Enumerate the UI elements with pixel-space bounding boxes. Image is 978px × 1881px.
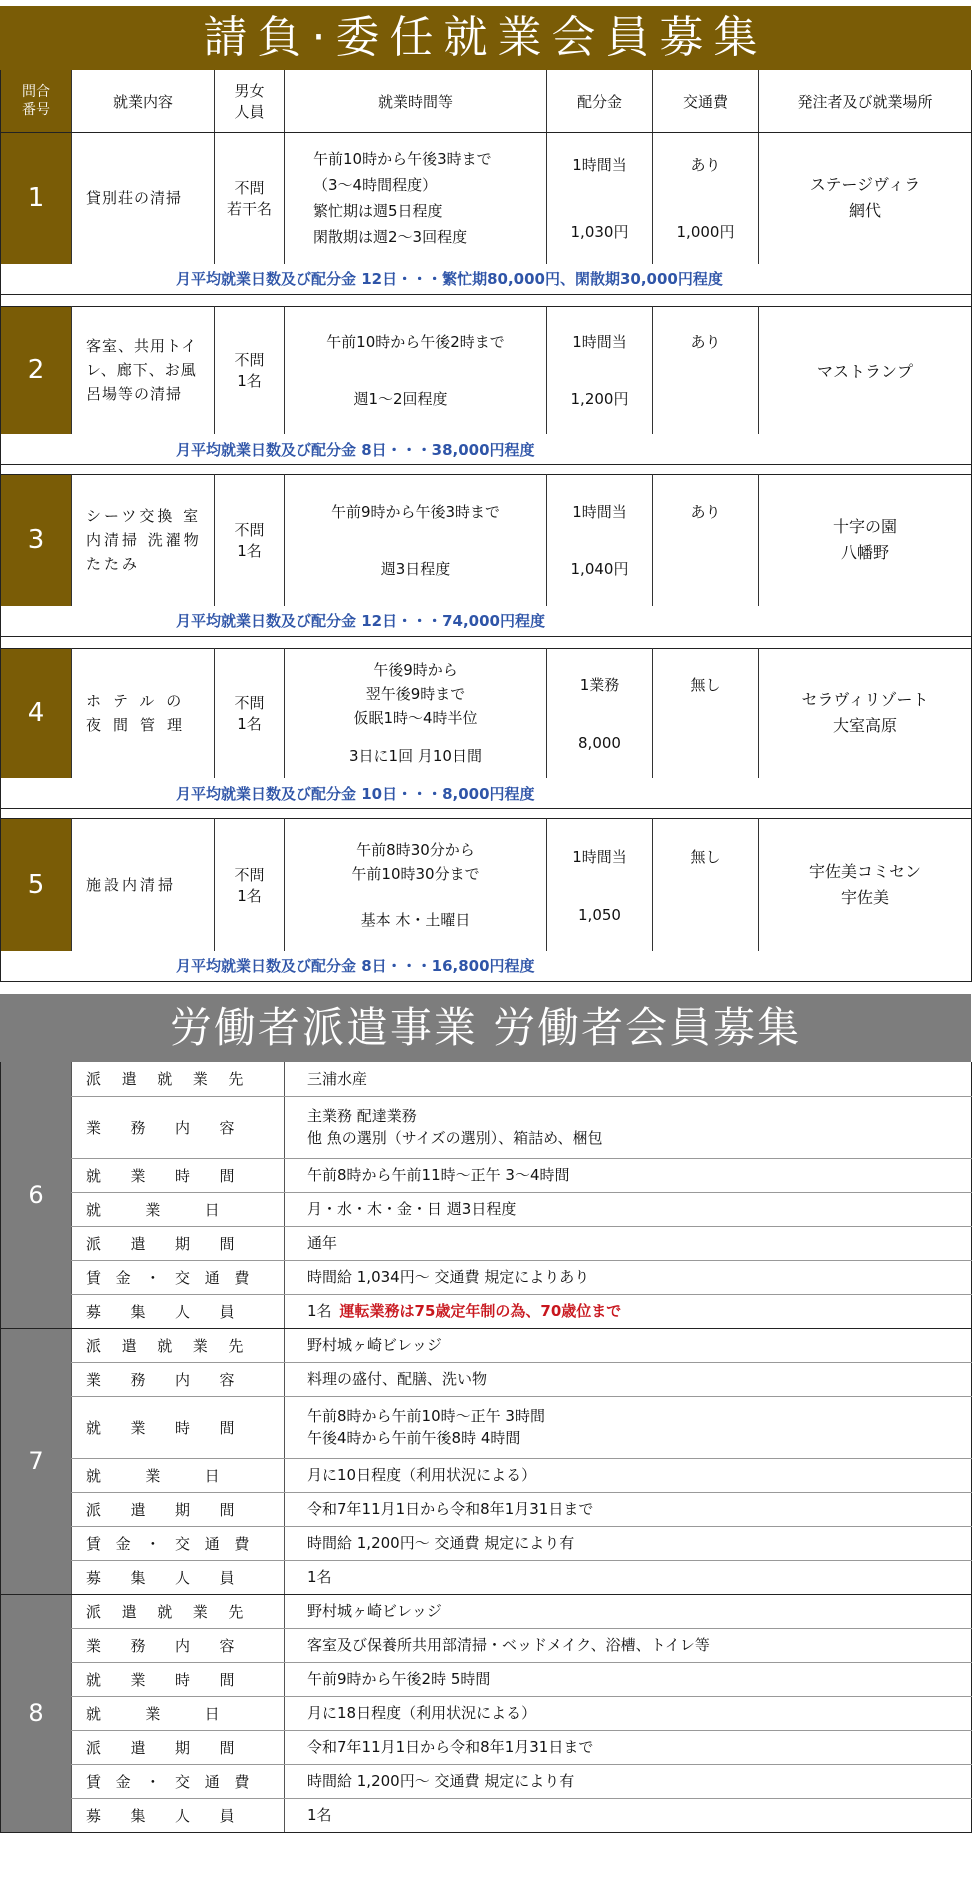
field-label [72, 1062, 285, 1096]
field-label-text [86, 1117, 264, 1138]
row-number: 1 [1, 133, 72, 264]
label-char: 員 [219, 1302, 235, 1321]
field-value [285, 1396, 972, 1458]
label-char: 員 [219, 1568, 235, 1587]
table-row [1, 1730, 972, 1764]
pay: 1業務 8,000 [547, 648, 653, 778]
work-hours: 午前10時から午後3時まで （3～4時間程度） 繁忙期は週5日程度 閑散期は週2～3回程度 [285, 133, 547, 264]
label-char: 遣 [121, 1070, 137, 1089]
table-row [1, 1396, 972, 1458]
field-label [72, 1560, 285, 1594]
label-char: 金 [115, 1772, 131, 1791]
label-char: 賃 [86, 1772, 102, 1791]
field-value [285, 1294, 972, 1328]
job-description: 施設内清掃 [72, 819, 215, 951]
job-description: 貸別荘の清掃 [72, 133, 215, 264]
table-row [1, 1662, 972, 1696]
label-char: 業 [86, 1118, 102, 1137]
label-char: 就 [86, 1418, 102, 1437]
label-char: 通 [204, 1534, 220, 1553]
label-char: 募 [86, 1302, 102, 1321]
table-row [1, 1260, 972, 1294]
label-char: 時 [175, 1166, 191, 1185]
field-value [285, 1158, 972, 1192]
table-row [1, 1594, 972, 1628]
label-char: 間 [219, 1418, 235, 1437]
label-char: 交 [175, 1534, 191, 1553]
place: ステージヴィラ 網代 [759, 133, 972, 264]
group-number: 8 [1, 1594, 72, 1832]
label-char: 集 [130, 1568, 146, 1587]
header-number: 問合 番号 [1, 70, 72, 133]
summary-row: 月平均就業日数及び配分金 8日・・・38,000円程度 [1, 434, 972, 465]
place: 宇佐美コミセン 宇佐美 [759, 819, 972, 951]
table-row [1, 1226, 972, 1260]
row-number: 3 [1, 475, 72, 606]
label-char: 派 [86, 1336, 102, 1355]
field-label [72, 1696, 285, 1730]
table-row [1, 1158, 972, 1192]
field-value [285, 1560, 972, 1594]
label-char: 集 [130, 1806, 146, 1825]
label-char: 派 [86, 1234, 102, 1253]
label-char: 時 [175, 1670, 191, 1689]
job-description: シーツ交換 室内清掃 洗濯物たたみ [72, 475, 215, 606]
field-label [72, 1192, 285, 1226]
table-row [1, 1328, 972, 1362]
label-char: 業 [192, 1602, 208, 1621]
label-char: 業 [192, 1070, 208, 1089]
value-line: 1名 [307, 1568, 332, 1586]
label-char: 募 [86, 1806, 102, 1825]
field-value [285, 1096, 972, 1158]
value-line: 午後4時から午前午後8時 4時間 [307, 1429, 521, 1447]
header-transport: 交通費 [653, 70, 759, 133]
field-label-text [86, 1499, 264, 1520]
field-label-text [86, 1233, 264, 1254]
label-char: 業 [145, 1704, 161, 1723]
place: セラヴィリゾート 大室高原 [759, 648, 972, 778]
header-hours: 就業時間等 [285, 70, 547, 133]
table-row [1, 819, 972, 951]
staff-count: 不問 若干名 [215, 133, 285, 264]
label-char: 就 [157, 1336, 173, 1355]
value-line: 月に10日程度（利用状況による） [307, 1466, 537, 1484]
label-char: 容 [219, 1636, 235, 1655]
label-char: ・ [145, 1268, 161, 1287]
label-char: 賃 [86, 1534, 102, 1553]
table-row [1, 1458, 972, 1492]
value-line: 時間給 1,200円～ 交通費 規定により有 [307, 1772, 575, 1790]
field-value [285, 1062, 972, 1096]
field-label [72, 1362, 285, 1396]
label-char: 就 [86, 1670, 102, 1689]
transport: あり [653, 306, 759, 434]
field-label-text [86, 1465, 264, 1486]
row-number: 4 [1, 648, 72, 778]
label-char: 期 [175, 1500, 191, 1519]
field-label [72, 1396, 285, 1458]
field-value [285, 1798, 972, 1832]
summary-row: 月平均就業日数及び配分金 10日・・・8,000円程度 [1, 778, 972, 809]
label-char: 募 [86, 1568, 102, 1587]
section1-title: 請負·委任就業会員募集 [0, 6, 971, 70]
field-value [285, 1662, 972, 1696]
value-line: 野村城ヶ崎ビレッジ [307, 1336, 442, 1354]
table-row [1, 1628, 972, 1662]
label-char: 就 [86, 1704, 102, 1723]
label-char: 賃 [86, 1268, 102, 1287]
field-label-text [86, 1199, 264, 1220]
label-char: 業 [86, 1370, 102, 1389]
label-char: 費 [234, 1268, 250, 1287]
field-label [72, 1662, 285, 1696]
place: 十字の園 八幡野 [759, 475, 972, 606]
field-label-text [86, 1635, 264, 1656]
field-label-text [86, 1771, 264, 1792]
summary-row: 月平均就業日数及び配分金 12日・・・繁忙期80,000円、閑散期30,000円程度 [1, 264, 972, 295]
value-line: 令和7年11月1日から令和8年1月31日まで [307, 1500, 594, 1518]
field-label-text [86, 1737, 264, 1758]
field-label-text [86, 1417, 264, 1438]
label-char: 遣 [130, 1234, 146, 1253]
label-char: 業 [130, 1670, 146, 1689]
field-label-text [86, 1068, 264, 1089]
label-char: 人 [175, 1806, 191, 1825]
table-row [1, 133, 972, 264]
job-description: ホテルの夜間管理 [72, 648, 215, 778]
table-row [1, 648, 972, 778]
header-staff: 男女 人員 [215, 70, 285, 133]
value-line: 料理の盛付、配膳、洗い物 [307, 1370, 488, 1388]
field-label-text [86, 1267, 264, 1288]
label-char: 金 [115, 1268, 131, 1287]
field-label [72, 1158, 285, 1192]
label-char: 業 [130, 1418, 146, 1437]
staff-count: 不問 1名 [215, 475, 285, 606]
field-value [285, 1594, 972, 1628]
value-line: 午前9時から午後2時 5時間 [307, 1670, 491, 1688]
field-label [72, 1328, 285, 1362]
label-char: 期 [175, 1738, 191, 1757]
label-char: 就 [86, 1166, 102, 1185]
label-char: 先 [228, 1602, 244, 1621]
label-char: ・ [145, 1772, 161, 1791]
table-row [1, 1560, 972, 1594]
contract-recruitment-section [0, 6, 971, 982]
label-char: 間 [219, 1500, 235, 1519]
group-number: 7 [1, 1328, 72, 1594]
field-value [285, 1730, 972, 1764]
header-place: 発注者及び就業場所 [759, 70, 972, 133]
label-char: 務 [130, 1636, 146, 1655]
label-char: 業 [130, 1166, 146, 1185]
field-label [72, 1594, 285, 1628]
label-char: 通 [204, 1772, 220, 1791]
staff-count: 不問 1名 [215, 648, 285, 778]
field-label-text [86, 1369, 264, 1390]
table-row [1, 1492, 972, 1526]
field-label-text [86, 1335, 264, 1356]
staff-count: 不問 1名 [215, 819, 285, 951]
work-hours: 午前10時から午後2時まで 週1～2回程度 [285, 306, 547, 434]
value-line: 三浦水産 [307, 1069, 368, 1088]
job-description: 客室、共用トイレ、廊下、お風呂場等の清掃 [72, 306, 215, 434]
label-char: 遣 [121, 1336, 137, 1355]
field-label [72, 1628, 285, 1662]
transport: 無し [653, 648, 759, 778]
pay: 1時間当 1,050 [547, 819, 653, 951]
label-char: 間 [219, 1166, 235, 1185]
label-char: 内 [175, 1636, 191, 1655]
field-value [285, 1260, 972, 1294]
field-value [285, 1328, 972, 1362]
field-label-text [86, 1567, 264, 1588]
label-char: 費 [234, 1772, 250, 1791]
value-line: 1名 運転業務は75歳定年制の為、70歳位まで [307, 1302, 622, 1320]
label-char: 集 [130, 1302, 146, 1321]
field-label-text [86, 1805, 264, 1826]
label-char: 容 [219, 1370, 235, 1389]
label-char: 業 [145, 1466, 161, 1485]
header-job: 就業内容 [72, 70, 215, 133]
table-row [1, 1696, 972, 1730]
label-char: 先 [228, 1336, 244, 1355]
label-char: 費 [234, 1534, 250, 1553]
label-char: 業 [192, 1336, 208, 1355]
contract-jobs-table [0, 70, 972, 982]
value-line: 時間給 1,200円～ 交通費 規定により有 [307, 1534, 575, 1552]
table-row [1, 306, 972, 434]
value-line: 客室及び保養所共用部清掃・ベッドメイク、浴槽、トイレ等 [307, 1636, 710, 1654]
value-line: 午前8時から午前10時～正午 3時間 [307, 1407, 545, 1425]
value-line: 1名 [307, 1806, 332, 1824]
transport: 無し [653, 819, 759, 951]
staff-count: 不問 1名 [215, 306, 285, 434]
label-char: 就 [157, 1070, 173, 1089]
label-char: 就 [86, 1466, 102, 1485]
field-label-text [86, 1533, 264, 1554]
label-char: 日 [204, 1200, 220, 1219]
label-char: 人 [175, 1568, 191, 1587]
summary-row: 月平均就業日数及び配分金 8日・・・16,800円程度 [1, 951, 972, 982]
field-value [285, 1696, 972, 1730]
field-value [285, 1192, 972, 1226]
label-char: 日 [204, 1704, 220, 1723]
label-char: 間 [219, 1738, 235, 1757]
label-char: 務 [130, 1370, 146, 1389]
table-row [1, 1192, 972, 1226]
dispatch-recruitment-section [0, 994, 971, 1833]
field-label-text [86, 1669, 264, 1690]
note-text: 運転業務は75歳定年制の為、70歳位まで [339, 1302, 622, 1320]
field-label-text [86, 1703, 264, 1724]
field-label [72, 1526, 285, 1560]
label-char: 遣 [130, 1738, 146, 1757]
table-row [1, 1362, 972, 1396]
label-char: 員 [219, 1806, 235, 1825]
label-char: 期 [175, 1234, 191, 1253]
work-hours: 午前9時から午後3時まで 週3日程度 [285, 475, 547, 606]
field-value [285, 1362, 972, 1396]
field-value [285, 1226, 972, 1260]
value-line: 主業務 配達業務 [307, 1107, 417, 1125]
pay: 1時間当 1,200円 [547, 306, 653, 434]
field-label [72, 1458, 285, 1492]
label-char: 遣 [130, 1500, 146, 1519]
field-label [72, 1730, 285, 1764]
field-label-text [86, 1301, 264, 1322]
label-char: 先 [228, 1070, 244, 1089]
label-char: 日 [204, 1466, 220, 1485]
value-line: 野村城ヶ崎ビレッジ [307, 1602, 442, 1620]
value-line: 他 魚の選別（サイズの選別）、箱詰め、梱包 [307, 1129, 603, 1147]
label-char: 遣 [121, 1602, 137, 1621]
label-char: 派 [86, 1602, 102, 1621]
field-label [72, 1294, 285, 1328]
row-number: 5 [1, 819, 72, 951]
table-row [1, 1294, 972, 1328]
table-header-row [1, 70, 972, 133]
field-label [72, 1260, 285, 1294]
label-char: 金 [115, 1534, 131, 1553]
work-hours: 午前8時30分から 午前10時30分まで 基本 木・土曜日 [285, 819, 547, 951]
field-value [285, 1458, 972, 1492]
pay: 1時間当 1,040円 [547, 475, 653, 606]
value-line: 令和7年11月1日から令和8年1月31日まで [307, 1738, 594, 1756]
label-char: 交 [175, 1772, 191, 1791]
value-line: 月・水・木・金・日 週3日程度 [307, 1200, 517, 1218]
value-line: 月に18日程度（利用状況による） [307, 1704, 537, 1722]
label-char: 就 [157, 1602, 173, 1621]
row-number: 2 [1, 306, 72, 434]
label-char: 間 [219, 1234, 235, 1253]
label-char: 時 [175, 1418, 191, 1437]
label-char: 内 [175, 1370, 191, 1389]
label-char: 交 [175, 1268, 191, 1287]
table-row [1, 1096, 972, 1158]
table-row [1, 1764, 972, 1798]
group-number: 6 [1, 1062, 72, 1328]
label-char: 業 [145, 1200, 161, 1219]
field-label [72, 1492, 285, 1526]
label-char: 就 [86, 1200, 102, 1219]
field-value [285, 1526, 972, 1560]
label-char: 間 [219, 1670, 235, 1689]
header-pay: 配分金 [547, 70, 653, 133]
label-char: 業 [86, 1636, 102, 1655]
label-char: 内 [175, 1118, 191, 1137]
dispatch-jobs-table [0, 1062, 972, 1833]
field-label-text [86, 1165, 264, 1186]
field-value [285, 1492, 972, 1526]
field-label-text [86, 1601, 264, 1622]
section2-title: 労働者派遣事業 労働者会員募集 [0, 994, 971, 1062]
field-label [72, 1764, 285, 1798]
place: マストランプ [759, 306, 972, 434]
label-char: 派 [86, 1738, 102, 1757]
table-row [1, 475, 972, 606]
label-char: 務 [130, 1118, 146, 1137]
table-row [1, 1798, 972, 1832]
field-label [72, 1798, 285, 1832]
label-char: 人 [175, 1302, 191, 1321]
field-value [285, 1628, 972, 1662]
label-char: 容 [219, 1118, 235, 1137]
value-line: 通年 [307, 1234, 338, 1252]
label-char: 派 [86, 1070, 102, 1089]
summary-row: 月平均就業日数及び配分金 12日・・・74,000円程度 [1, 606, 972, 637]
transport: あり 1,000円 [653, 133, 759, 264]
label-char: 派 [86, 1500, 102, 1519]
label-char: 通 [204, 1268, 220, 1287]
pay: 1時間当 1,030円 [547, 133, 653, 264]
field-value [285, 1764, 972, 1798]
transport: あり [653, 475, 759, 606]
field-label [72, 1226, 285, 1260]
value-line: 時間給 1,034円～ 交通費 規定によりあり [307, 1268, 590, 1286]
value-line: 午前8時から午前11時～正午 3～4時間 [307, 1166, 570, 1184]
table-row [1, 1062, 972, 1096]
field-label [72, 1096, 285, 1158]
label-char: ・ [145, 1534, 161, 1553]
table-row [1, 1526, 972, 1560]
work-hours: 午後9時から 翌午後9時まで 仮眠1時～4時半位 3日に1回 月10日間 [285, 648, 547, 778]
